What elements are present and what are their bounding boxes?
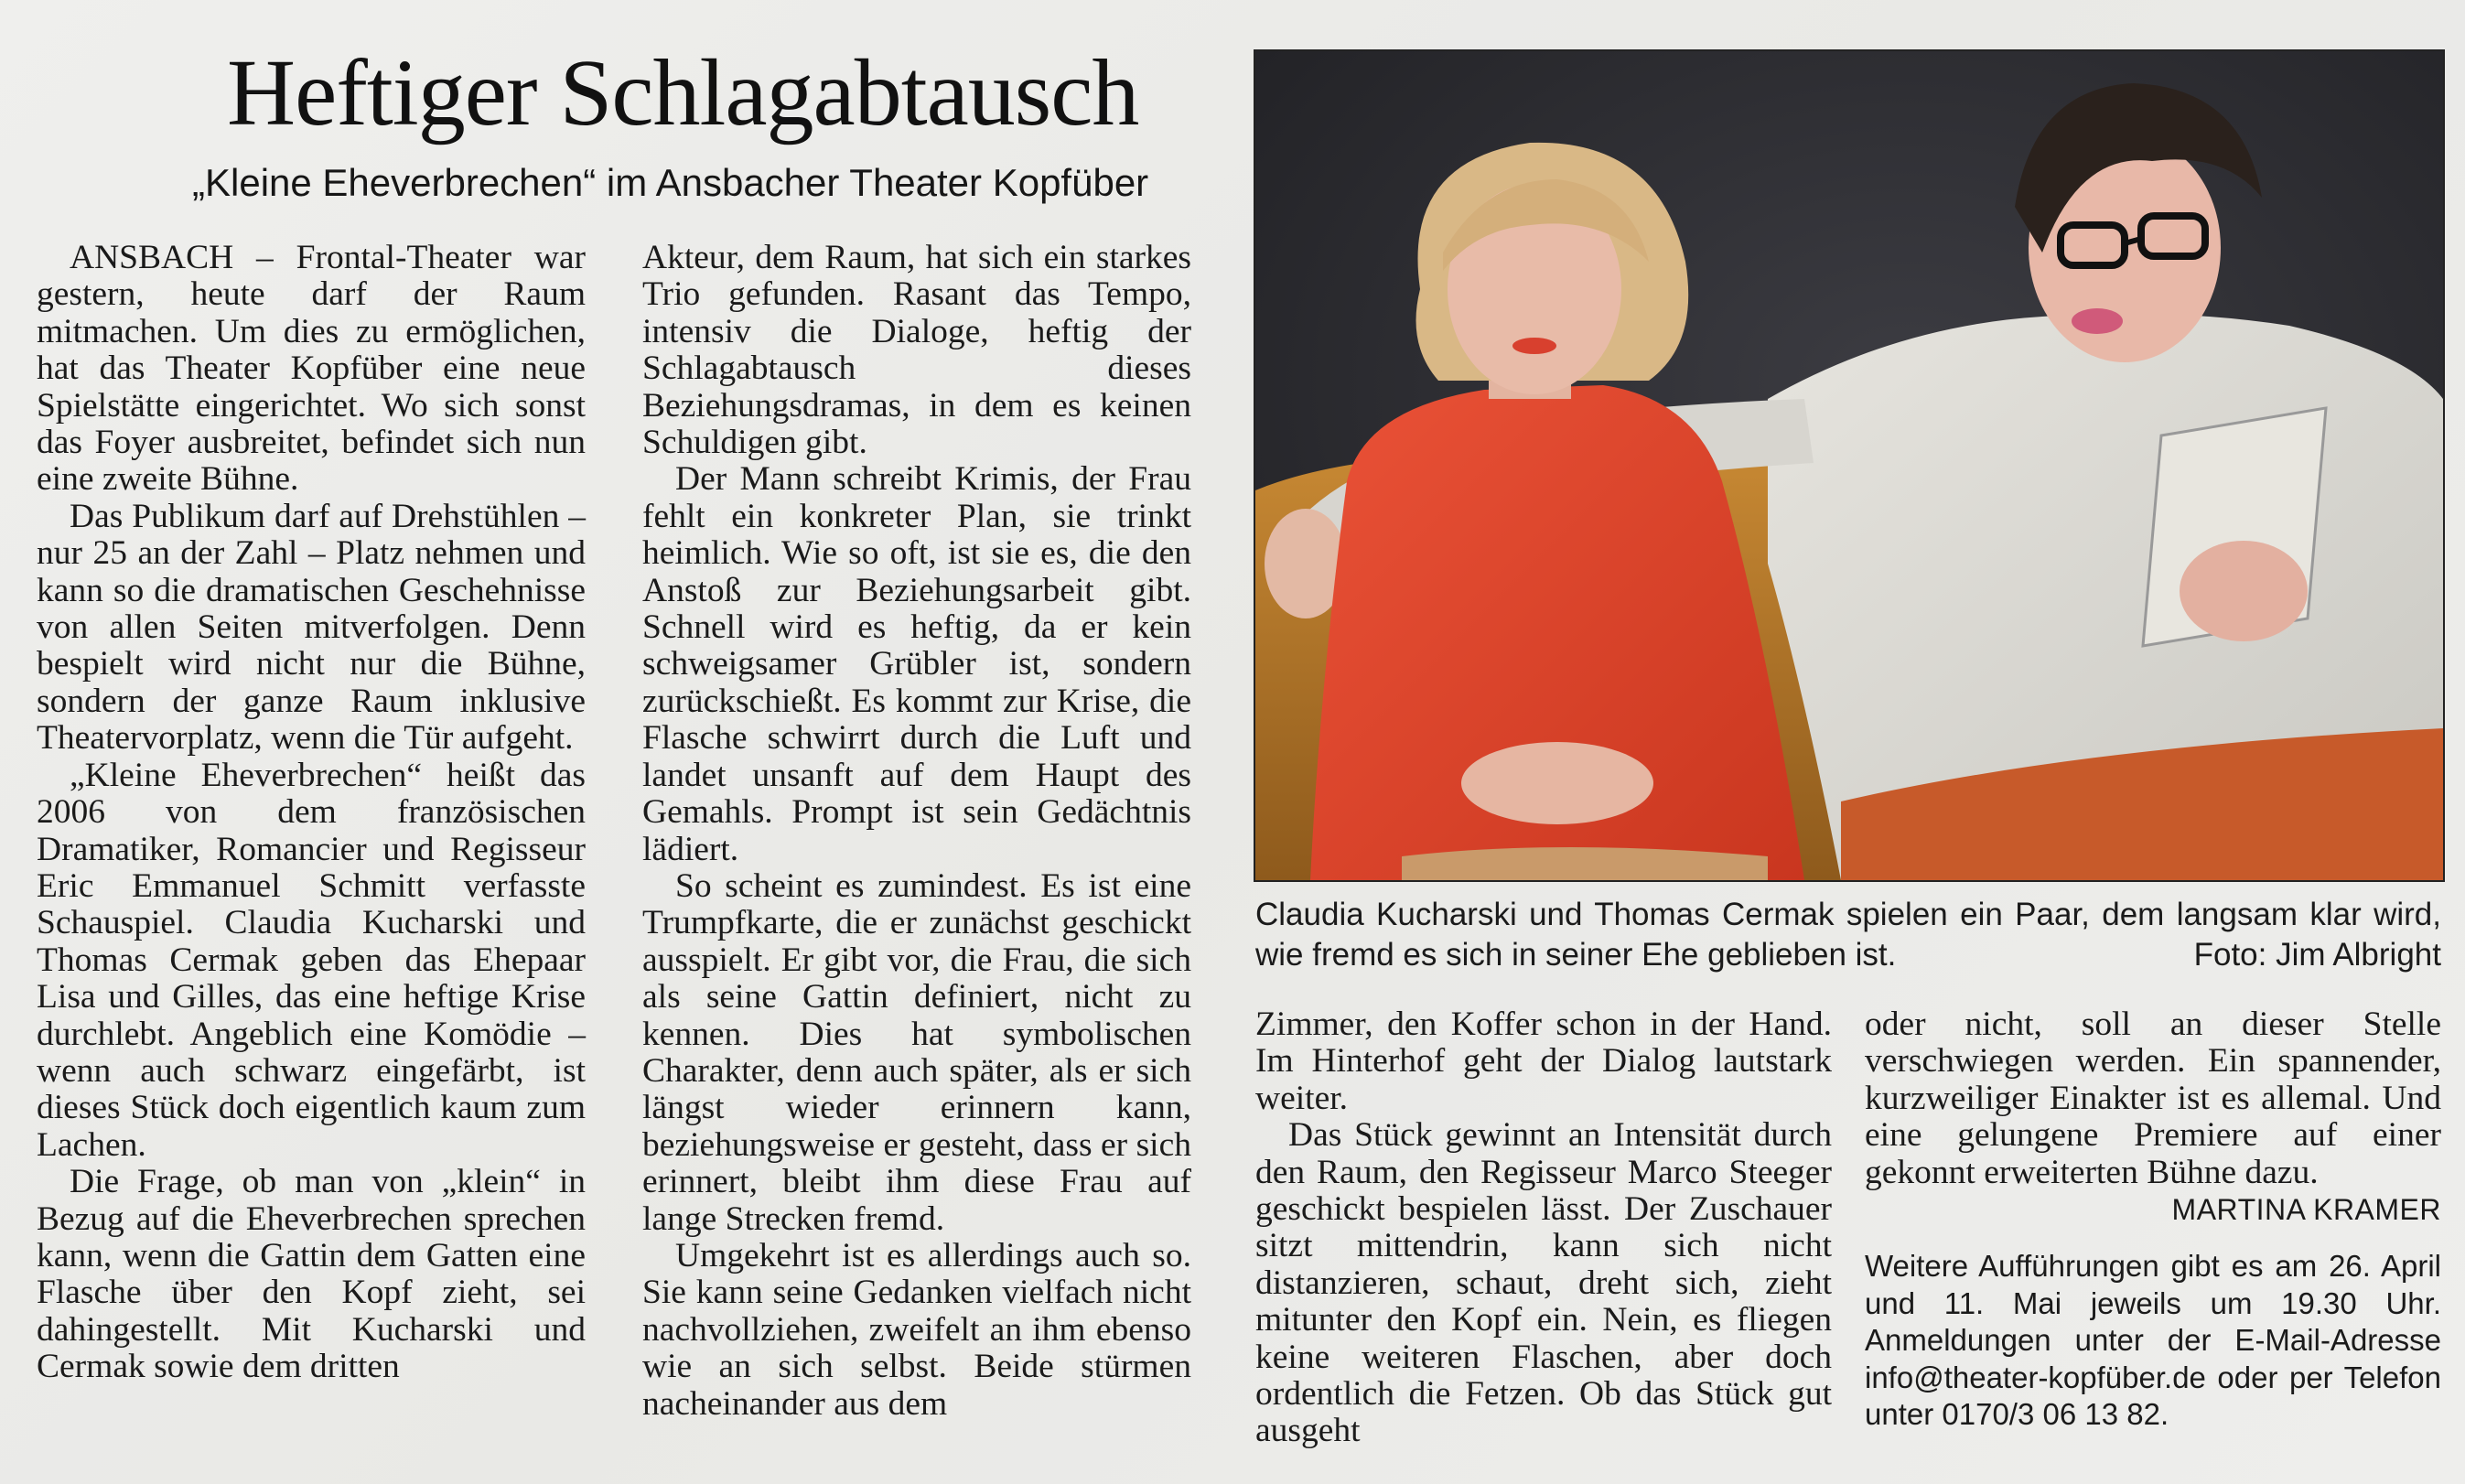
paragraph: Das Stück gewinnt an Intensität durch den Raum, den Regisseur Marco Steeger geschickt bespielen lässt. Der Zuschauer sitzt mittendrin, kann sich nicht distanzieren, schaut, dreht sich, zieht mitunter den Kopf ein. Nein, es fliegen keine weiteren Flaschen, aber doch ordentlich die Fetzen. Ob das Stück gut ausgeht <box>1255 1116 1832 1450</box>
man-mouth <box>2072 308 2123 334</box>
photo-illustration <box>1255 51 2443 880</box>
paragraph: „Kleine Eheverbrechen“ heißt das 2006 von dem französischen Dramatiker, Romancier und Regisseur Eric Emmanuel Schmitt verfasste Schauspiel. Claudia Kucharski und Thomas Cermak geben das Ehepaar Lisa und Gilles, das eine heftige Krise durchlebt. Angeblich eine Komödie – wenn auch schwarz eingefärbt, ist dieses Stück doch eigentlich kaum zum Lachen. <box>37 756 586 1164</box>
photo-caption <box>1255 895 2441 975</box>
article-headline: Heftiger Schlagabtausch <box>227 40 1139 145</box>
paragraph: Zimmer, den Koffer schon in der Hand. Im Hinterhof geht der Dialog lautstark weiter. <box>1255 1005 1832 1117</box>
woman-legs <box>1402 847 1768 880</box>
paragraph: Die Frage, ob man von „klein“ in Bezug auf die Eheverbrechen sprechen kann, wenn die Gattin dem Gatten eine Flasche über den Kopf zieht, sei dahingestellt. Mit Kucharski und Cermak sowie dem dritten <box>37 1163 586 1386</box>
woman-hands <box>1461 742 1653 824</box>
paragraph: ANSBACH – Frontal-Theater war gestern, heute darf der Raum mitmachen. Um dies zu ermöglichen, hat das Theater Kopfüber eine neue Spielstätte eingerichtet. Wo sich sonst das Foyer ausbreitet, befindet sich nun eine zweite Bühne. <box>37 239 586 499</box>
photo-credit: Foto: Jim Albright <box>2193 937 2441 973</box>
woman-mouth <box>1512 338 1556 354</box>
paragraph: oder nicht, soll an dieser Stelle verschwiegen werden. Ein spannender, kurzweiliger Einakter ist es allemal. Und eine gelungene Premiere auf einer gekonnt erweiterten Bühne dazu. <box>1865 1005 2441 1191</box>
article-photo <box>1254 49 2445 882</box>
man-hand-right <box>2180 541 2308 641</box>
text-column-1 <box>37 240 586 1386</box>
text-column-3 <box>1255 1006 1832 1450</box>
paragraph: Das Publikum darf auf Drehstühlen – nur 25 an der Zahl – Platz nehmen und kann so die dramatischen Geschehnisse von allen Seiten mitverfolgen. Denn bespielt wird nicht nur die Bühne, sondern der ganze Raum inklusive Theatervorplatz, wenn die Tür aufgeht. <box>37 497 586 758</box>
author-byline: MARTINA KRAMER <box>2171 1193 2441 1227</box>
paragraph: So scheint es zumindest. Es ist eine Trumpfkarte, die er zunächst geschickt ausspielt. Er gibt vor, die Frau, die sich als seine Gattin definiert, nicht zu kennen. Dies hat symbolischen Charakter, denn auch später, als er sich längst wieder erinnern kann, beziehungsweise er gesteht, dass er sich erinnert, bleibt ihm diese Frau auf lange Strecken fremd. <box>642 866 1191 1238</box>
text-column-4 <box>1865 1006 2441 1433</box>
text-column-2 <box>642 240 1191 1423</box>
article-subheadline: „Kleine Eheverbrechen“ im Ansbacher Theater Kopfüber <box>192 161 1149 204</box>
performance-info: Weitere Aufführungen gibt es am 26. April und 11. Mai jeweils um 19.30 Uhr. Anmeldungen unter der E-Mail-Adresse info@theater-kopfüber.de oder per Telefon unter 0170/3 06 13 82. <box>1865 1249 2441 1432</box>
paragraph: Akteur, dem Raum, hat sich ein starkes Trio gefunden. Rasant das Tempo, intensiv die Dialoge, heftig der Schlagabtausch dieses Beziehungsdramas, in dem es keinen Schuldigen gibt. <box>642 239 1191 462</box>
paragraph: Umgekehrt ist es allerdings auch so. Sie kann seine Gedanken vielfach nicht nachvollziehen, zweifelt an ihm ebenso wie an sich selbst. Beide stürmen nacheinander aus dem <box>642 1236 1191 1423</box>
caption-text: Claudia Kucharski und Thomas Cermak spielen ein Paar, dem langsam klar wird, wie fremd es sich in seiner Ehe geblieben ist. <box>1255 897 2441 973</box>
paragraph: Der Mann schreibt Krimis, der Frau fehlt ein konkreter Plan, sie trinkt heimlich. Wie so oft, ist sie es, die den Anstoß zur Beziehungsarbeit gibt. Schnell wird es heftig, da er kein schweigsamer Grübler ist, sondern zurückschießt. Es kommt zur Krise, die Flasche schwirrt durch die Luft und landet unsanft auf dem Haupt des Gemahls. Prompt ist sein Gedächtnis lädiert. <box>642 460 1191 868</box>
